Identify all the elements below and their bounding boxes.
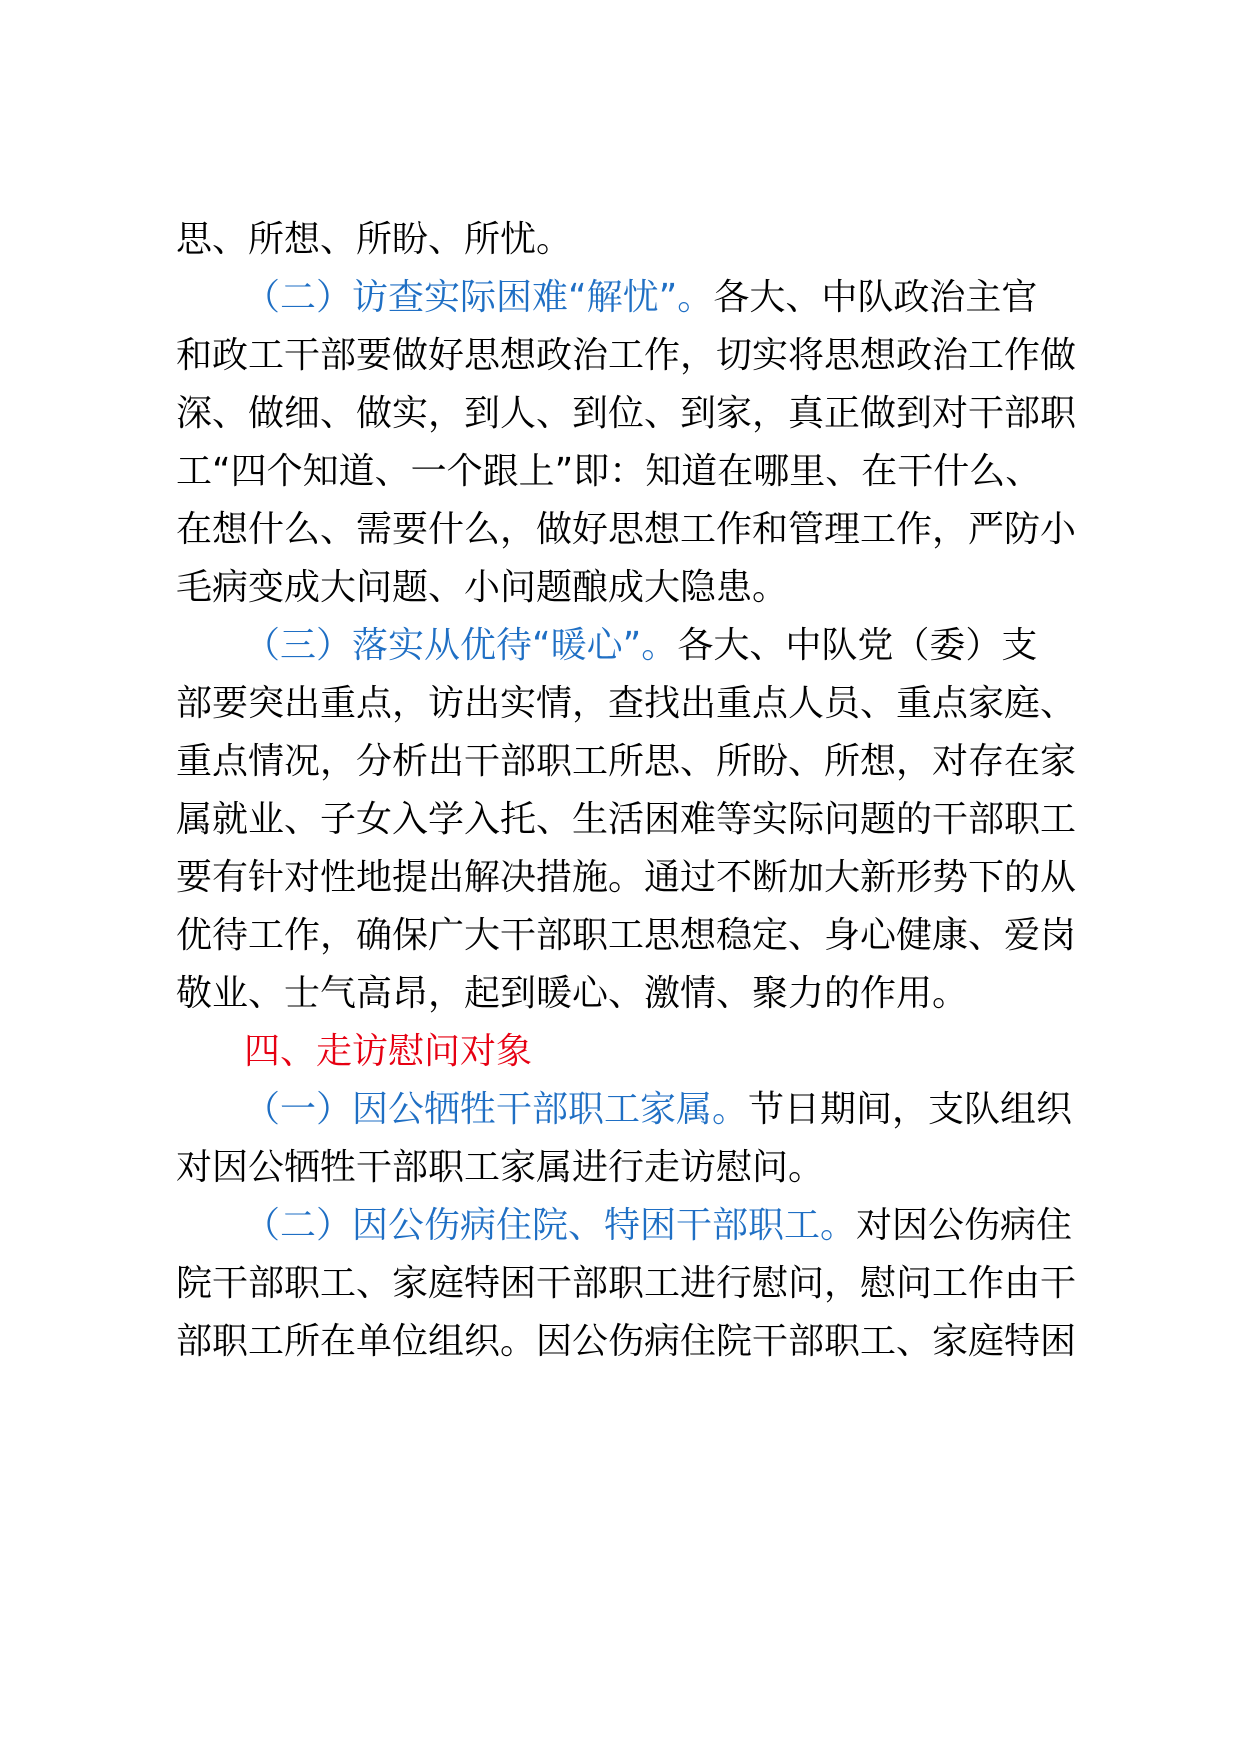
- section-heading: [244, 1030, 1144, 1074]
- subheading-line: [244, 1088, 1144, 1132]
- text-line: [176, 856, 1076, 900]
- section-heading-text: 四、走访慰问对象: [244, 1031, 533, 1072]
- text-line: [176, 218, 1076, 262]
- text-span: 敬业、士气高昂，起到暖心、激情、聚力的作用。: [176, 973, 969, 1014]
- text-span: 工“四个知道、一个跟上”即：知道在哪里、在干什么、: [176, 451, 1042, 492]
- subheading-line: [244, 276, 1144, 320]
- text-span: 部职工所在单位组织。因公伤病住院干部职工、家庭特困: [176, 1321, 1077, 1362]
- text-line: [176, 1320, 1076, 1364]
- text-line: [176, 972, 1076, 1016]
- text-span: 在想什么、需要什么，做好思想工作和管理工作，严防小: [176, 509, 1077, 550]
- text-line: [176, 334, 1076, 378]
- text-span: 深、做细、做实，到人、到位、到家，真正做到对干部职: [176, 393, 1077, 434]
- text-span: 重点情况，分析出干部职工所思、所盼、所想，对存在家: [176, 741, 1077, 782]
- text-line: [176, 508, 1076, 552]
- subheading-line: [244, 1204, 1144, 1248]
- text-span: 各大、中队政治主官: [713, 277, 1038, 318]
- text-span: 属就业、子女入学入托、生活困难等实际问题的干部职工: [176, 799, 1077, 840]
- text-line: [176, 682, 1076, 726]
- text-span: 对因公伤病住: [856, 1205, 1073, 1246]
- subheading-text: （二）因公伤病住院、特困干部职工。: [244, 1205, 857, 1246]
- text-span: 院干部职工、家庭特困干部职工进行慰问，慰问工作由干: [176, 1263, 1077, 1304]
- text-line: [176, 450, 1076, 494]
- text-line: [176, 566, 1076, 610]
- text-span: 对因公牺牲干部职工家属进行走访慰问。: [176, 1147, 825, 1188]
- text-span: 各大、中队党（委）支: [677, 625, 1038, 666]
- text-line: [176, 740, 1076, 784]
- text-span: 和政工干部要做好思想政治工作，切实将思想政治工作做: [176, 335, 1077, 376]
- text-line: [176, 798, 1076, 842]
- text-span: 思、所想、所盼、所忧。: [176, 219, 573, 260]
- text-span: 毛病变成大问题、小问题酿成大隐患。: [176, 567, 789, 608]
- subheading-text: （一）因公牺牲干部职工家属。: [244, 1089, 749, 1130]
- text-span: 优待工作，确保广大干部职工思想稳定、身心健康、爱岗: [176, 915, 1077, 956]
- text-span: 要有针对性地提出解决措施。通过不断加大新形势下的从: [176, 857, 1077, 898]
- subheading-text: （三）落实从优待“暖心”。: [244, 625, 678, 666]
- text-span: 部要突出重点，访出实情，查找出重点人员、重点家庭、: [176, 683, 1077, 724]
- text-span: 节日期间，支队组织: [748, 1089, 1073, 1130]
- text-line: [176, 1146, 1076, 1190]
- subheading-line: [244, 624, 1144, 668]
- text-line: [176, 1262, 1076, 1306]
- text-line: [176, 914, 1076, 958]
- text-line: [176, 392, 1076, 436]
- subheading-text: （二）访查实际困难“解忧”。: [244, 277, 714, 318]
